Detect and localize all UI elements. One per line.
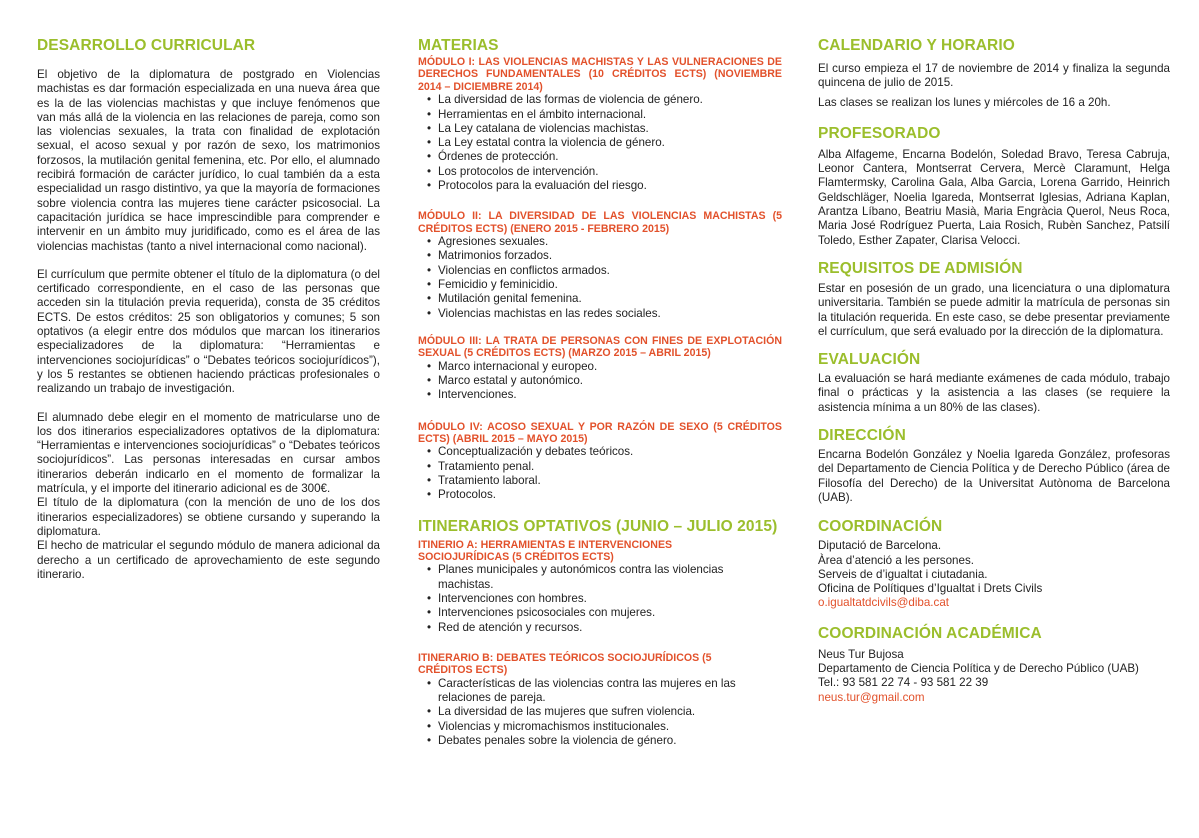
itinerario-list — [418, 677, 782, 748]
list-item: • Tratamiento penal. — [427, 460, 782, 474]
academica-section — [818, 624, 1170, 705]
list-item: • Red de atención y recursos. — [427, 621, 782, 635]
itinerario-a — [418, 539, 782, 635]
modulo-heading: MÓDULO IV: ACOSO SEXUAL Y POR RAZÓN DE SEXO (5 CRÉDITOS ECTS) (ABRIL 2015 – MAYO 2015) — [418, 420, 782, 445]
list-item: • Marco estatal y autonómico. — [427, 374, 782, 388]
list-item: • Protocolos. — [427, 488, 782, 502]
list-item: • Conceptualización y debates teóricos. — [427, 445, 782, 459]
evaluacion-title: EVALUACIÓN — [818, 351, 921, 369]
list-item: • Intervenciones con hombres. — [427, 592, 782, 606]
modulo-list — [418, 235, 782, 321]
list-item: • La diversidad de las formas de violencia de género. — [427, 93, 782, 107]
modulo-heading: MÓDULO I: LAS VIOLENCIAS MACHISTAS Y LAS VULNERACIONES DE DERECHOS FUNDAMENTALES (10 CRÉDITOS ECTS) (NOVIEMBRE 2014 – DICIEMBRE 2014) — [418, 56, 782, 93]
coordinacion-section — [818, 517, 1170, 610]
requisitos-section — [818, 259, 1170, 339]
list-item: • La diversidad de las mujeres que sufren violencia. — [427, 705, 782, 719]
academica-name: Neus Tur Bujosa — [818, 647, 904, 661]
requisitos-text: Estar en posesión de un grado, una licenciatura o una diplomatura universitaria. También se puede admitir la matrícula de personas sin la titulación requerida. En este caso, se debe presentar previamente el currículum, que será evaluado por la dirección de la diplomatura. — [818, 281, 1170, 338]
desarrollo-paragraph-2: El currículum que permite obtener el título de la diplomatura (o del certificado correspondiente, en el caso de las personas que acceden sin la titulación previa requerida), consta de 35 créditos ECTS. De estos créditos: 25 son obligatorios y comunes; 5 son optativos (a elegir entre dos módulos que marcan los itinerarios especializadores de la diplomatura: “Herramientas e intervenciones sociojurídicas” o “Debates teóricos sociojurídicos”), y los 5 restantes se obtienen haciendo prácticas profesionales o realizando un trabajo de investigación. — [37, 267, 380, 396]
column-desarrollo — [37, 36, 380, 582]
coordinacion-line: Serveis de d’igualtat i ciutadania. — [818, 567, 988, 581]
coordinacion-line: Diputació de Barcelona. — [818, 539, 942, 553]
modulo-3 — [418, 335, 782, 403]
desarrollo-paragraph-3: El alumnado debe elegir en el momento de matricularse uno de los dos itinerarios especializadores optativos de la diplomatura: “Herramientas e intervenciones sociojurídicas” o “Debates teóricos sociojurídicos”. Las personas interesadas en cursar ambos itinerarios deberán indicarlo en el momento de formalizar la matrícula, y el importe del itinerario adicional es de 300€. — [37, 410, 380, 496]
desarrollo-paragraph-5: El hecho de matricular el segundo módulo de manera adicional da derecho a un certificado de aprovechamiento de este segundo itinerario. — [37, 539, 380, 581]
academica-title: COORDINACIÓN ACADÉMICA — [818, 624, 1042, 642]
materias-title: MATERIAS — [418, 37, 499, 54]
modulo-4 — [418, 421, 782, 503]
list-item: • Marco internacional y europeo. — [427, 360, 782, 374]
list-item: • Protocolos para la evaluación del riesgo. — [427, 179, 782, 193]
itinerario-heading: ITINERARIO B: DEBATES TEÓRICOS SOCIOJURÍDICOS (5 CRÉDITOS ECTS) — [418, 651, 712, 677]
modulo-heading: MÓDULO III: LA TRATA DE PERSONAS CON FINES DE EXPLOTACIÓN SEXUAL (5 CRÉDITOS ECTS) (MARZO 2015 – ABRIL 2015) — [418, 334, 782, 360]
direccion-section — [818, 426, 1170, 505]
column-info — [818, 36, 1170, 705]
list-item: • Herramientas en el ámbito internacional. — [427, 108, 782, 122]
coordinacion-lines — [818, 539, 1170, 610]
calendario-text-1: El curso empieza el 17 de noviembre de 2014 y finaliza la segunda quincena de julio de 2015. — [818, 62, 1170, 90]
list-item: • Violencias y micromachismos institucionales. — [427, 720, 782, 734]
calendario-section — [818, 36, 1170, 110]
coordinacion-title: COORDINACIÓN — [818, 518, 943, 536]
profesorado-title: PROFESORADO — [818, 124, 941, 142]
direccion-text: Encarna Bodelón González y Noelia Igareda González, profesoras del Departamento de Ciencia Política y de Derecho Público (área de Filosofía del Derecho) de la Universitat Autònoma de Barcelona (UAB). — [818, 448, 1170, 504]
modulo-2 — [418, 210, 782, 321]
modulo-list — [418, 93, 782, 193]
desarrollo-paragraph-1: El objetivo de la diplomatura de postgrado en Violencias machistas es dar formación especializada en una nueva área que es la de las violencias machistas y que incluye fenómenos que van más allá de la violencia en las relaciones de pareja, como son las violencias sexuales, la trata con finalidad de explotación sexual, el acoso sexual y por razón de sexo, los matrimonios forzosos, la mutilación genital femenina, etc. Por ello, el alumnado recibirá formación de carácter jurídico, lo cual también da a esta especialidad un rasgo distintivo, ya que la mayoría de formaciones sobre violencia contra las mujeres tiene carácter psicosocial. La capacitación jurídica se hace imprescindible para comprender e intervenir en un ámbito muy juridificado, como es el área de las violencias machistas (tanto a nivel internacional como nacional). — [37, 68, 380, 253]
academica-details — [818, 648, 1170, 705]
modulo-list — [418, 360, 782, 403]
itinerario-heading: ITINERIO A: HERRAMIENTAS E INTERVENCIONES SOCIOJURÍDICAS (5 CRÉDITOS ECTS) — [418, 538, 673, 563]
list-item: • Agresiones sexuales. — [427, 235, 782, 249]
list-item: • Violencias en conflictos armados. — [427, 264, 782, 278]
list-item: • Mutilación genital femenina. — [427, 292, 782, 306]
list-item: • La Ley estatal contra la violencia de género. — [427, 136, 782, 150]
coordinacion-email-link[interactable]: o.igualtatdcivils@diba.cat — [818, 596, 949, 610]
evaluacion-section — [818, 350, 1170, 415]
list-item: • Intervenciones psicosociales con mujeres. — [427, 606, 782, 620]
evaluacion-text: La evaluación se hará mediante exámenes de cada módulo, trabajo final o prácticas y la asistencia a las clases (se requiere la asistencia mínima a un 80% de las clases). — [818, 372, 1170, 414]
list-item: • Violencias machistas en las redes sociales. — [427, 307, 782, 321]
itinerarios-title: ITINERARIOS OPTATIVOS (JUNIO – JULIO 2015) — [418, 517, 778, 535]
profesorado-text: Alba Alfageme, Encarna Bodelón, Soledad Bravo, Teresa Cabruja, Leonor Cantera, Montserrat Cervera, Mercè Claramunt, Helga Flamtermsky, Carolina Gala, Alba Garcia, Lorena Garrido, Heinrich Geldschläger, Noelia Igareda, Montserrat Iglesias, Adriana Kaplan, Arantza Líbano, Beatriu Masià, Maria Engràcia Querol, Neus Roca, Maria José Rodríguez Puerta, Laia Rosich, Rubèn Sanchez, Patsilí Toledo, Esther Zapater, Clarisa Velocci. — [818, 147, 1170, 247]
itinerario-b — [418, 652, 782, 748]
itinerario-list — [418, 563, 782, 634]
requisitos-title: REQUISITOS DE ADMISIÓN — [818, 259, 1023, 277]
modulo-list — [418, 445, 782, 502]
direccion-title: DIRECCIÓN — [818, 427, 906, 445]
list-item: • Los protocolos de intervención. — [427, 165, 782, 179]
list-item: • Tratamiento laboral. — [427, 474, 782, 488]
list-item: • Órdenes de protección. — [427, 150, 782, 164]
list-item: • Intervenciones. — [427, 388, 782, 402]
modulo-1 — [418, 56, 782, 193]
list-item: • La Ley catalana de violencias machistas. — [427, 122, 782, 136]
academica-dept: Departamento de Ciencia Política y de Derecho Público (UAB) — [818, 662, 1139, 676]
list-item: • Planes municipales y autonómicos contra las violencias machistas. — [427, 563, 782, 592]
academica-email-link[interactable]: neus.tur@gmail.com — [818, 690, 925, 704]
calendario-text-2: Las clases se realizan los lunes y miércoles de 16 a 20h. — [818, 95, 1111, 109]
list-item: • Femicidio y feminicidio. — [427, 278, 782, 292]
list-item: • Matrimonios forzados. — [427, 249, 782, 263]
list-item: • Características de las violencias contra las mujeres en las relaciones de pareja. — [427, 677, 782, 706]
coordinacion-line: Oficina de Polítiques d’Igualtat i Drets Civils — [818, 582, 1043, 596]
calendario-title: CALENDARIO Y HORARIO — [818, 37, 1015, 54]
modulo-heading: MÓDULO II: LA DIVERSIDAD DE LAS VIOLENCIAS MACHISTAS (5 CRÉDITOS ECTS) (ENERO 2015 - FEBRERO 2015) — [418, 210, 782, 235]
profesorado-section — [818, 124, 1170, 248]
academica-phone: Tel.: 93 581 22 74 - 93 581 22 39 — [818, 676, 989, 690]
desarrollo-paragraph-4: El título de la diplomatura (con la mención de uno de los dos itinerarios especializadores) se obtiene cursando y superando la diplomatura. — [37, 496, 380, 538]
list-item: • Debates penales sobre la violencia de género. — [427, 734, 782, 748]
desarrollo-title: DESARROLLO CURRICULAR — [37, 37, 256, 54]
coordinacion-line: Àrea d’atenció a les persones. — [818, 553, 974, 567]
column-materias — [418, 36, 782, 748]
